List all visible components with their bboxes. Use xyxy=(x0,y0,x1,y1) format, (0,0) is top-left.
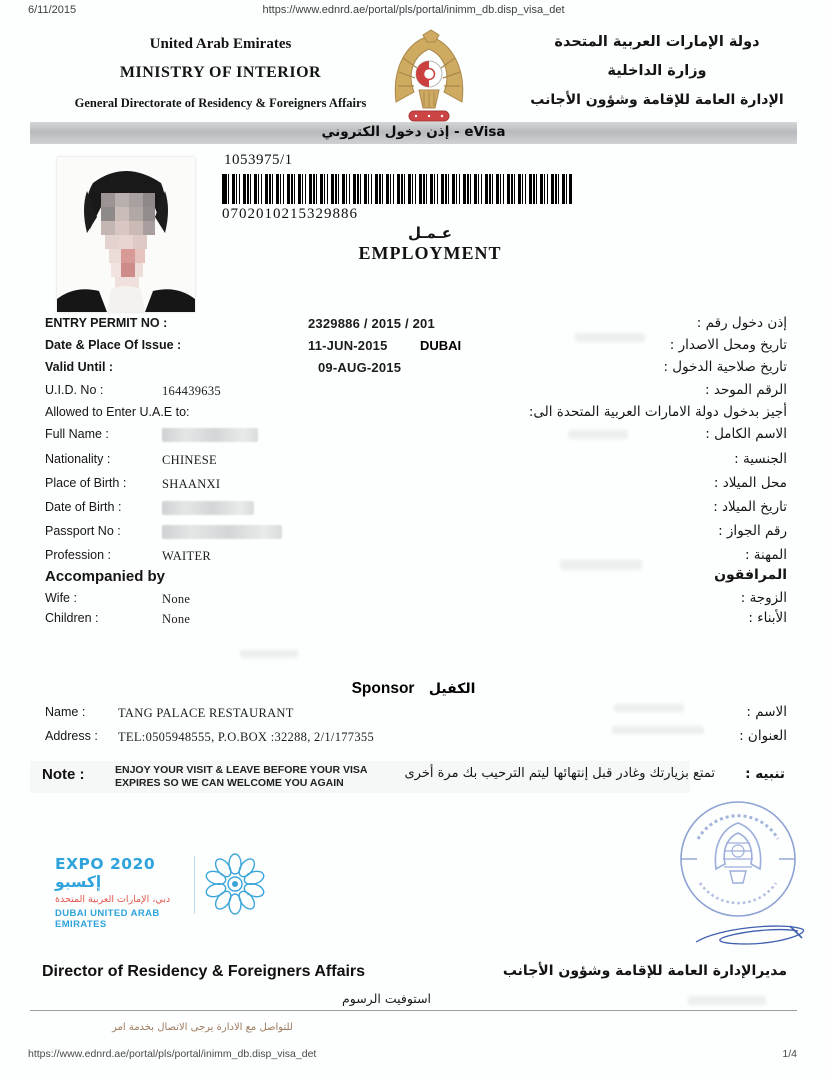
field-row-sponsor-name xyxy=(0,705,827,725)
note-text xyxy=(115,764,405,789)
visa-type-arabic: عـمـل xyxy=(408,224,452,242)
section-title: Accompanied by xyxy=(45,568,166,585)
ministry-name-arabic: وزارة الداخلية xyxy=(607,63,707,79)
field-label-arabic: الأبناء : xyxy=(748,610,787,626)
print-date: 6/11/2015 xyxy=(28,4,77,16)
contact-note-arabic: للتواصل مع الادارة يرجى الاتصال بخدمة امر xyxy=(112,1022,293,1033)
field-row-passport-no xyxy=(0,524,827,544)
field-row-wife xyxy=(0,591,827,611)
letterhead-arabic xyxy=(517,34,797,108)
director-title-arabic: مديرالإدارة العامة للإقامة وشؤون الأجانب xyxy=(502,963,787,979)
field-value: None xyxy=(162,612,191,626)
directorate-name: General Directorate of Residency & Foreigners Affairs xyxy=(74,96,367,110)
field-label-arabic: الجنسية : xyxy=(734,451,787,467)
note-label-arabic: تنبيه : xyxy=(745,766,785,782)
country-name-arabic: دولة الإمارات العربية المتحدة xyxy=(554,34,760,50)
field-label: Full Name : xyxy=(45,427,109,441)
sponsor-section-header xyxy=(0,680,827,698)
field-label: Allowed to Enter U.A.E to: xyxy=(45,405,190,419)
expo-rosette-icon xyxy=(204,851,266,922)
field-label-arabic: أجيز بدخول دولة الامارات العربية المتحدة الى: xyxy=(528,404,787,420)
field-label: Valid Until : xyxy=(45,360,114,374)
expo-2020-logo xyxy=(55,855,200,930)
section-title-arabic: المرافقون xyxy=(714,567,787,583)
uae-falcon-emblem-icon xyxy=(383,28,475,131)
field-label: Wife : xyxy=(45,591,77,605)
accompanied-by-header xyxy=(0,568,827,588)
page-indicator: 1/4 xyxy=(782,1048,797,1060)
barcode-number: 0702010215329886 xyxy=(222,206,358,222)
field-row-full-name xyxy=(0,427,827,447)
expo-subtitle-arabic: دبي، الإمارات العربية المتحدة xyxy=(55,894,171,905)
field-label-arabic: تاريخ الميلاد : xyxy=(713,499,787,515)
footer-url: https://www.ednrd.ae/portal/pls/portal/inimm_db.disp_visa_det xyxy=(28,1048,317,1060)
file-serial-number: 1053975/1 xyxy=(224,152,293,168)
field-label-arabic: محل الميلاد : xyxy=(713,475,787,491)
bleed-through-artifact xyxy=(560,560,642,570)
field-label: Passport No : xyxy=(45,524,121,538)
field-value: CHINESE xyxy=(162,453,217,467)
ministry-name: MINISTRY OF INTERIOR xyxy=(119,64,322,81)
country-name: United Arab Emirates xyxy=(149,36,292,52)
field-label-arabic: الاسم : xyxy=(746,704,787,720)
visa-type: EMPLOYMENT xyxy=(358,243,502,263)
directorate-name-arabic: الإدارة العامة للإقامة وشؤون الأجانب xyxy=(530,92,784,108)
field-value: 09-AUG-2015 xyxy=(318,360,402,375)
bleed-through-artifact xyxy=(688,996,766,1005)
letterhead-english xyxy=(48,36,393,111)
field-row-children xyxy=(0,611,827,631)
field-label: ENTRY PERMIT NO : xyxy=(45,316,168,330)
field-value: 164439635 xyxy=(162,384,221,398)
field-row-allowed-to-enter xyxy=(0,405,827,425)
field-value: 11-JUN-2015 xyxy=(308,338,388,353)
field-row-entry-permit xyxy=(0,316,827,336)
field-label: Profession : xyxy=(45,548,112,562)
signature xyxy=(690,918,812,959)
field-row-date-of-birth xyxy=(0,500,827,520)
bleed-through-artifact xyxy=(568,430,628,439)
field-label: Nationality : xyxy=(45,452,111,466)
field-label-arabic: الرقم الموحد : xyxy=(705,382,787,398)
field-label-arabic: تاريخ ومحل الاصدار : xyxy=(669,337,787,353)
official-stamp-icon xyxy=(676,797,800,926)
field-label-arabic: تاريخ صلاحية الدخول : xyxy=(663,359,787,375)
note-text-line2: EXPIRES SO WE CAN WELCOME YOU AGAIN xyxy=(115,776,344,789)
field-row-issue-date-place xyxy=(0,338,827,358)
field-label: U.I.D. No : xyxy=(45,383,104,397)
field-value: 2329886 / 2015 / 201 xyxy=(308,316,435,331)
sponsor-title-arabic: الكفيل xyxy=(428,681,476,697)
evisa-title-banner: إذن دخول الكتروني - eVisa xyxy=(30,122,797,144)
redacted-value xyxy=(162,501,254,515)
field-row-nationality xyxy=(0,452,827,472)
field-value: WAITER xyxy=(162,549,212,563)
sponsor-title: Sponsor xyxy=(351,680,415,697)
note-text-arabic: تمتع بزيارتك وغادر قبل إنتهائها ليتم الترحيب بك مرة أخرى xyxy=(404,766,715,781)
redacted-value xyxy=(162,428,258,442)
field-label-arabic: المهنة : xyxy=(744,547,787,563)
bleed-through-artifact xyxy=(614,704,684,712)
director-title: Director of Residency & Foreigners Affairs xyxy=(42,963,366,980)
field-label-arabic: إذن دخول رقم : xyxy=(696,315,787,331)
bleed-through-artifact xyxy=(575,333,645,342)
field-value: TEL:0505948555, P.O.BOX :32288, 2/1/177355 xyxy=(118,730,375,744)
field-label-arabic: العنوان : xyxy=(739,728,787,744)
print-url: https://www.ednrd.ae/portal/pls/portal/inimm_db.disp_visa_det xyxy=(262,4,565,16)
fees-collected-arabic: استوفيت الرسوم xyxy=(342,991,432,1006)
expo-title: EXPO 2020 إكسبو xyxy=(55,855,156,891)
field-label: Children : xyxy=(45,611,99,625)
field-value: None xyxy=(162,592,191,606)
barcode xyxy=(222,174,572,204)
expo-logo-divider xyxy=(194,856,195,914)
field-label-arabic: الزوجة : xyxy=(740,590,787,606)
field-row-place-of-birth xyxy=(0,476,827,496)
applicant-photo xyxy=(57,157,195,312)
bleed-through-artifact xyxy=(612,726,704,734)
footer-divider xyxy=(30,1010,797,1011)
expo-subtitle: DUBAI UNITED ARAB EMIRATES xyxy=(55,908,160,930)
field-row-profession xyxy=(0,548,827,568)
field-value: SHAANXI xyxy=(162,477,221,491)
field-label: Address : xyxy=(45,729,98,743)
field-label: Date of Birth : xyxy=(45,500,122,514)
bleed-through-artifact xyxy=(240,650,298,658)
field-label-arabic: رقم الجواز : xyxy=(718,523,787,539)
field-label: Date & Place Of Issue : xyxy=(45,338,182,352)
redacted-value xyxy=(162,525,282,539)
field-row-uid xyxy=(0,383,827,403)
field-value: TANG PALACE RESTAURANT xyxy=(118,706,294,720)
field-label-arabic: الاسم الكامل : xyxy=(705,426,787,442)
note-text-line1: ENJOY YOUR VISIT & LEAVE BEFORE YOUR VISA xyxy=(115,764,368,776)
note-label: Note : xyxy=(42,766,85,783)
field-value-place: DUBAI xyxy=(420,338,462,353)
field-label: Place of Birth : xyxy=(45,476,127,490)
field-label: Name : xyxy=(45,705,86,719)
field-row-valid-until xyxy=(0,360,827,380)
